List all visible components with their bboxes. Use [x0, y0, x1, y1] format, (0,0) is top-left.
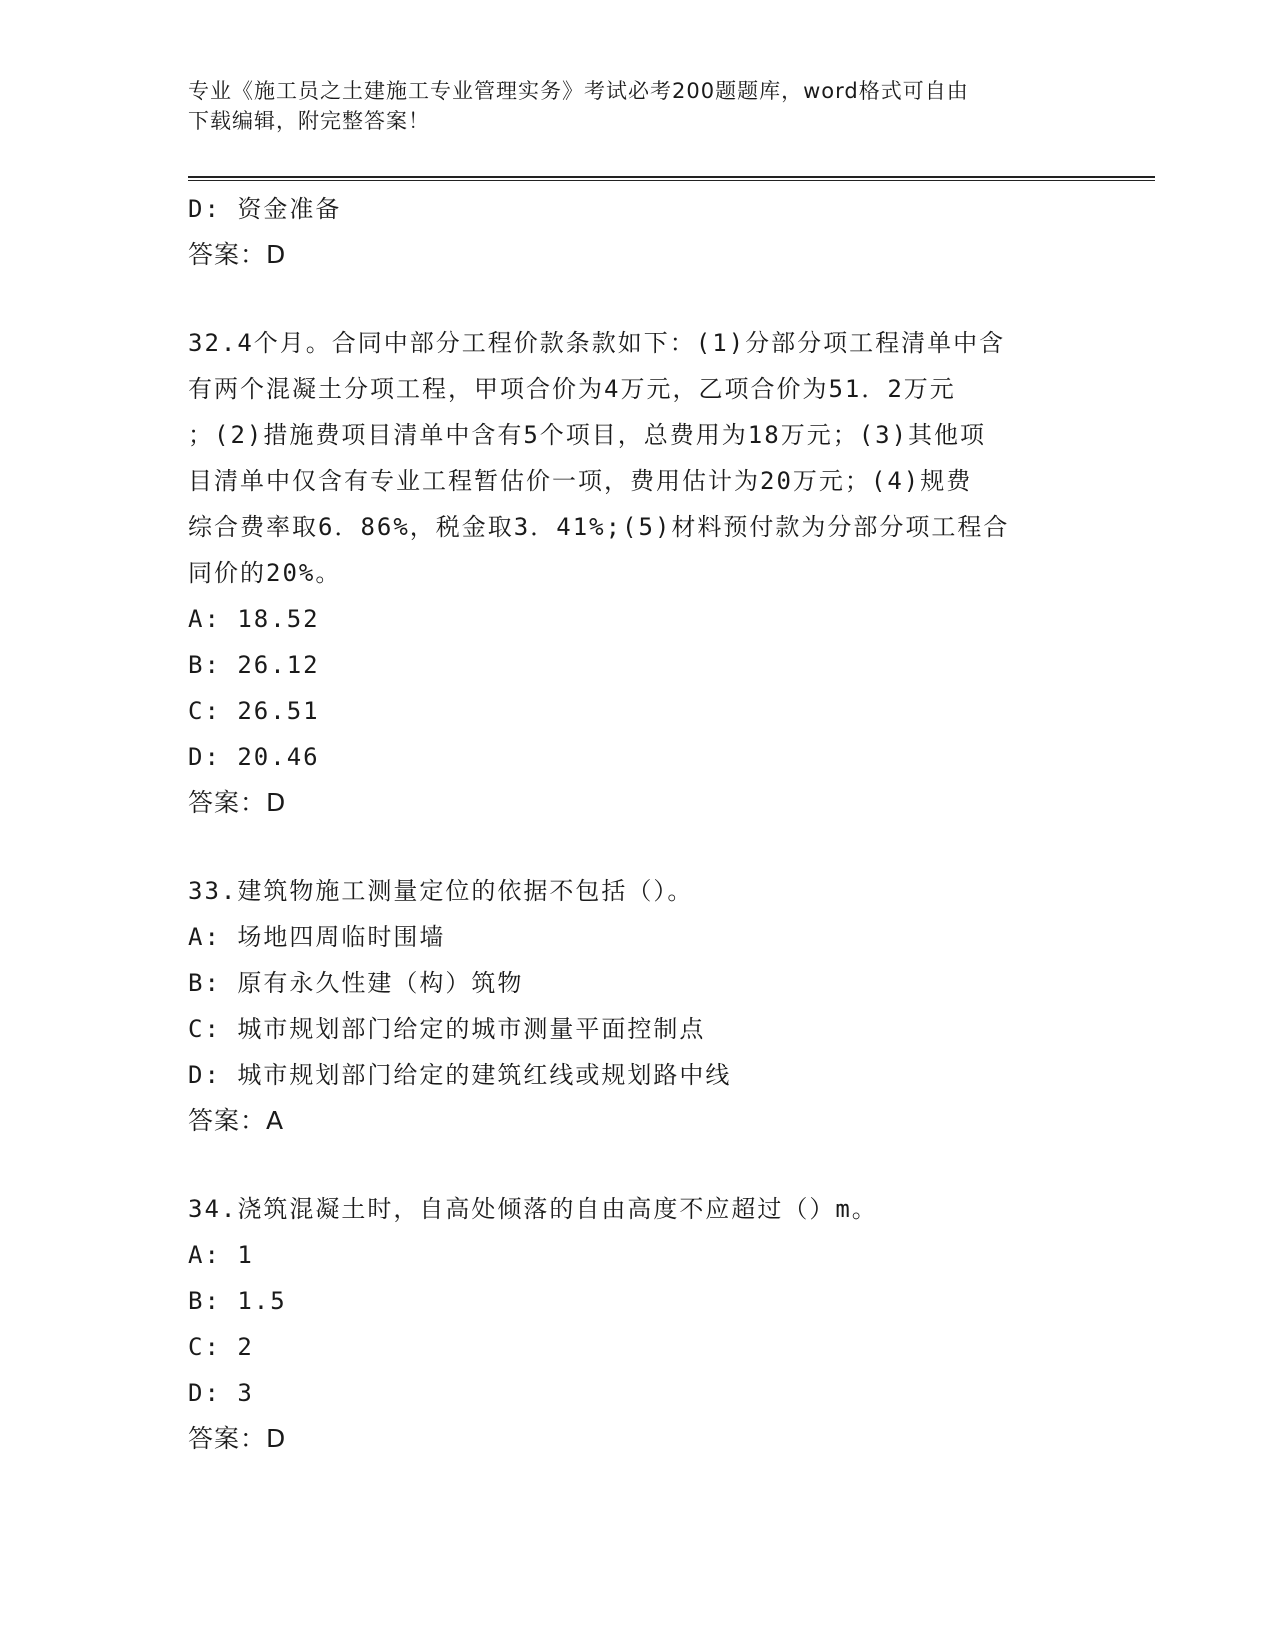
question-33 [188, 868, 1088, 1144]
question-34 [188, 1186, 1088, 1462]
document-header [188, 76, 1088, 136]
q34-stem: 34.浇筑混凝土时，自高处倾落的自由高度不应超过（）m。 [188, 1195, 878, 1223]
question-list [188, 186, 1088, 1462]
q32-stem-line-2: 有两个混凝土分项工程，甲项合价为4万元，乙项合价为51．2万元 [188, 375, 956, 403]
q34-option-d: D: 3 [188, 1379, 254, 1407]
q32-stem-line-3: ；(2)措施费项目清单中含有5个项目，总费用为18万元；(3)其他项 [188, 421, 987, 449]
q32-stem-line-1: 32.4个月。合同中部分工程价款条款如下：(1)分部分项工程清单中含 [188, 329, 1006, 357]
q32-stem-line-5: 综合费率取6．86%，税金取3．41%;(5)材料预付款为分部分项工程合 [188, 513, 1010, 541]
prev-option-d: D: 资金准备 [188, 195, 342, 223]
q32-option-a: A: 18.52 [188, 605, 320, 633]
q32-option-d: D: 20.46 [188, 743, 320, 771]
q34-option-b: B: 1.5 [188, 1287, 287, 1315]
q32-stem-line-6: 同价的20%。 [188, 559, 342, 587]
q32-option-b: B: 26.12 [188, 651, 320, 679]
q33-option-c: C: 城市规划部门给定的城市测量平面控制点 [188, 1015, 706, 1043]
question-32 [188, 320, 1088, 826]
q34-option-a: A: 1 [188, 1241, 254, 1269]
q33-stem: 33.建筑物施工测量定位的依据不包括（）。 [188, 877, 694, 905]
spacer [188, 278, 1088, 320]
q32-stem-line-4: 目清单中仅含有专业工程暂估价一项，费用估计为20万元；(4)规费 [188, 467, 973, 495]
header-title-line-2: 下载编辑，附完整答案！ [188, 109, 430, 133]
spacer [188, 1144, 1088, 1186]
q33-option-a: A: 场地四周临时围墙 [188, 923, 446, 951]
spacer [188, 826, 1088, 868]
q32-answer: 答案：D [188, 788, 287, 817]
q33-answer: 答案：A [188, 1106, 285, 1135]
prev-answer: 答案：D [188, 240, 287, 269]
q34-option-c: C: 2 [188, 1333, 254, 1361]
q33-option-b: B: 原有永久性建（构）筑物 [188, 969, 524, 997]
q32-option-c: C: 26.51 [188, 697, 320, 725]
header-title-line-1: 专业《施工员之土建施工专业管理实务》考试必考200题题库，word格式可自由 [188, 79, 969, 103]
q34-answer: 答案：D [188, 1424, 287, 1453]
q33-option-d: D: 城市规划部门给定的建筑红线或规划路中线 [188, 1061, 732, 1089]
header-divider [188, 176, 1155, 181]
